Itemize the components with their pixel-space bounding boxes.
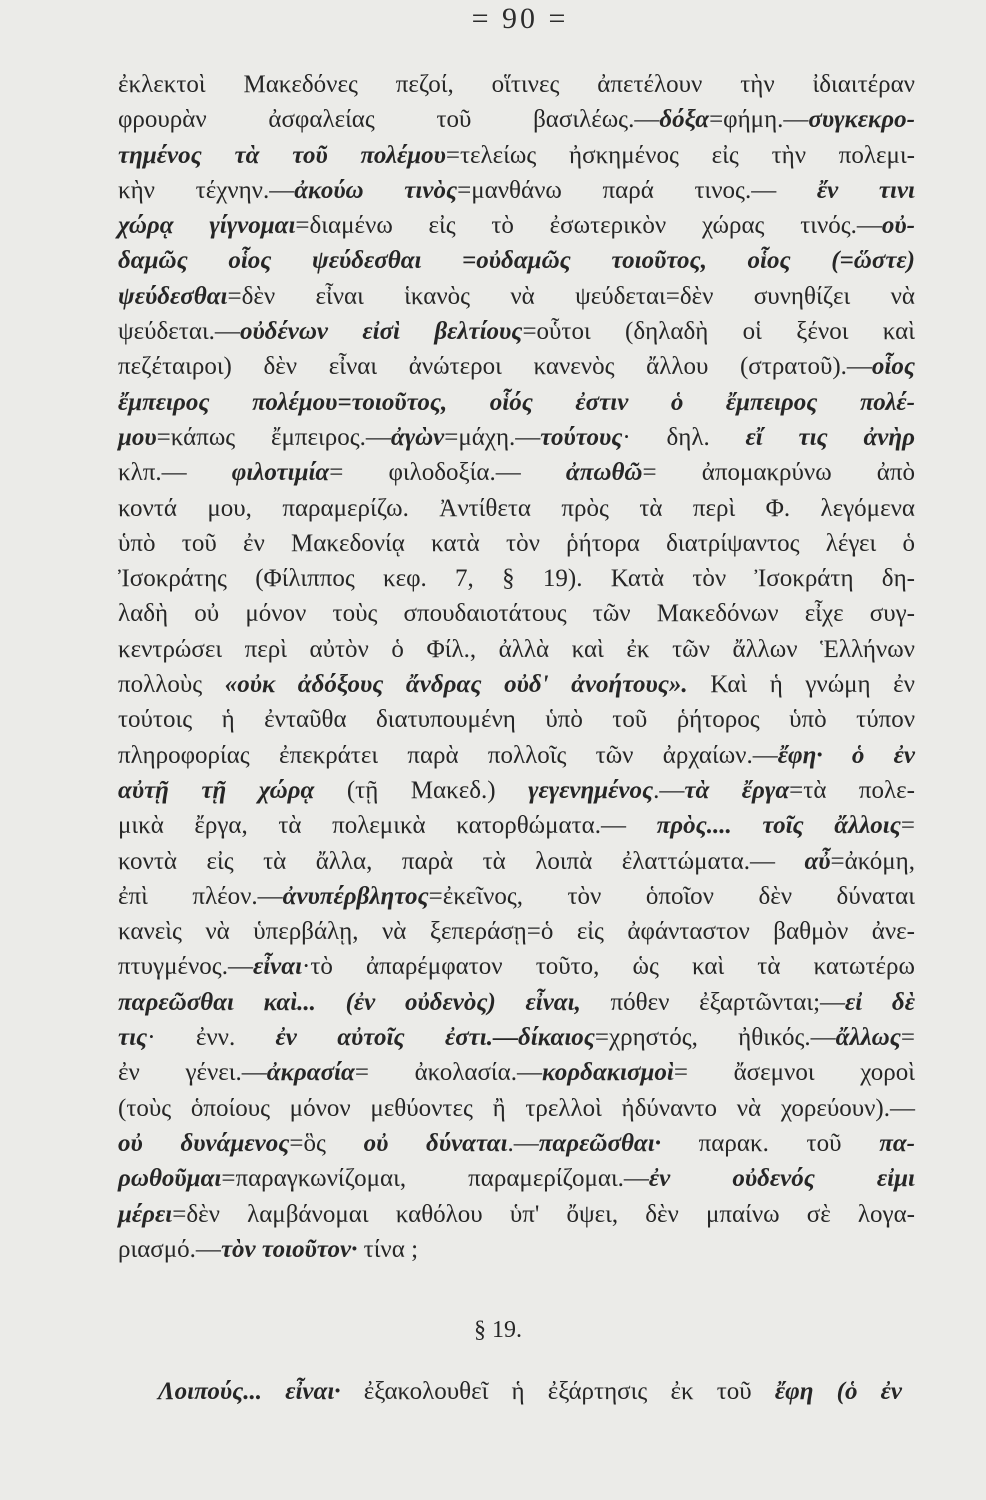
plain-text: · ἐνν. <box>147 1024 276 1052</box>
plain-text: =δὲν λαμβάνομαι καθόλου ὑπ' ὄψει, δὲν μπαίνω σὲ λογα- <box>172 1200 915 1228</box>
plain-text: τίνα ; <box>357 1235 419 1263</box>
emphasized-term: κορδακισμοὶ <box>542 1059 674 1087</box>
plain-text: παρακ. τοῦ <box>660 1129 880 1157</box>
text-line <box>118 138 915 173</box>
plain-text: Καὶ ἡ γνώμη ἐν <box>687 671 915 699</box>
plain-text: κανεὶς νὰ ὑπερβάλῃ, νὰ ξεπεράσῃ=ὁ εἰς ἀφάνταστον βαθμὸν ἀνε- <box>118 918 915 946</box>
emphasized-term: οὐ- <box>881 212 915 240</box>
plain-text: λαδὴ οὐ μόνον τοὺς σπουδαιοτάτους τῶν Μακεδόνων εἶχε συγ- <box>118 600 915 628</box>
emphasized-term: ἔφη· ὁ ἐν <box>777 741 916 769</box>
plain-text: = ἀπομακρύνω ἀπὸ <box>642 459 916 487</box>
text-line <box>118 349 915 384</box>
emphasized-term: οὐδένων εἰσὶ βελτίους <box>239 318 523 346</box>
text-line <box>118 1055 915 1090</box>
emphasized-term: συγκεκρο- <box>808 106 915 134</box>
emphasized-term: δόξα <box>659 106 710 134</box>
plain-text <box>813 1378 836 1405</box>
emphasized-term: πρὸς.... τοῖς ἄλλοις <box>656 812 901 840</box>
text-line <box>118 420 915 455</box>
emphasized-term: τὰ ἔργα <box>684 776 790 804</box>
emphasized-term: ἄλλως <box>835 1024 901 1052</box>
plain-text: πόθεν ἐξαρτῶνται;— <box>580 988 846 1016</box>
plain-text: ἐκλεκτοὶ Μακεδόνες πεζοί, οἵτινες ἀπετέλουν τὴν ἰδιαιτέραν <box>118 71 915 98</box>
emphasized-term: ἔμπειρος πολέμου=τοιοῦτος, οἷός ἐστιν ὁ ἔμπειρος πολέ- <box>118 388 915 416</box>
plain-text: κεντρώσει περὶ αὐτὸν ὁ Φίλ., ἀλλὰ καὶ ἐκ τῶν ἄλλων Ἑλλήνων <box>118 635 915 663</box>
plain-text: =χρηστός, ἠθικός.— <box>594 1024 836 1052</box>
plain-text: =διαμένω εἰς τὸ ἐσωτερικὸν χώρας τινός.— <box>295 212 882 240</box>
plain-text: ριασμό.— <box>118 1235 221 1263</box>
emphasized-term: Λοιπούς... εἶναι· <box>158 1378 341 1405</box>
emphasized-term: ἀνυπέρβλητος <box>282 882 429 910</box>
plain-text: ὑπὸ τοῦ ἐν Μακεδονίᾳ κατὰ τὸν ῥήτορα διατρίψαντος λέγει ὁ <box>118 529 915 557</box>
emphasized-term: ἔν τινι <box>816 176 915 204</box>
plain-text: = ἀκολασία.— <box>354 1059 543 1087</box>
plain-text: =παραγκωνίζομαι, παραμερίζομαι.— <box>221 1165 649 1193</box>
emphasized-term: ρωθοῦμαι <box>118 1165 222 1193</box>
text-line <box>118 385 915 420</box>
text-line <box>118 1197 915 1232</box>
text-line <box>118 949 915 984</box>
plain-text: =μάχη.— <box>444 423 541 451</box>
text-line <box>118 102 915 137</box>
plain-text: =μανθάνω παρά τινος.— <box>457 176 817 204</box>
emphasized-term: ἐν αὐτοῖς ἐστι.—δίκαιος <box>275 1024 595 1052</box>
text-line <box>118 1020 915 1055</box>
section-heading: § 19. <box>474 1317 522 1343</box>
text-line <box>118 632 915 667</box>
text-line <box>118 985 915 1020</box>
emphasized-term: μέρει <box>118 1200 173 1228</box>
emphasized-term: δαμῶς οἷος ψεύδεσθαι =οὐδαμῶς τοιοῦτος, οἷος (=ὥστε) <box>118 247 915 275</box>
plain-text: =κάπως ἔμπειρος.— <box>156 423 391 451</box>
emphasized-term: ἀγὼν <box>390 423 445 451</box>
emphasized-term: οὐ δυνάμενος <box>118 1129 290 1157</box>
text-line <box>158 1374 902 1409</box>
text-line <box>118 314 915 349</box>
emphasized-term: χώρᾳ γίγνομαι <box>118 212 296 240</box>
emphasized-term: μου <box>118 423 157 451</box>
text-line <box>118 773 915 808</box>
emphasized-term: οἷος <box>871 353 915 381</box>
plain-text: =δὲν εἶναι ἱκανὸς νὰ ψεύδεται=δὲν συνηθίζει νὰ <box>227 282 915 310</box>
emphasized-term: ἀκούω τινὸς <box>294 176 458 204</box>
emphasized-term: φιλοτιμία <box>231 459 330 487</box>
text-line <box>118 738 915 773</box>
plain-text: πληροφορίας ἐπεκράτει παρὰ πολλοῖς τῶν ἀρχαίων.— <box>118 741 778 769</box>
plain-text: ·τὸ ἀπαρέμφατον τοῦτο, ὡς καὶ τὰ κατωτέρω <box>302 953 915 981</box>
emphasized-term: τὸν τοιοῦτον· <box>220 1235 358 1263</box>
plain-text: κοντὰ εἰς τὰ ἄλλα, παρὰ τὰ λοιπὰ ἐλαττώματα.— <box>118 847 805 875</box>
text-line <box>118 279 915 314</box>
plain-text: μικὰ ἔργα, τὰ πολεμικὰ κατορθώματα.— <box>118 812 657 840</box>
text-line <box>118 243 915 278</box>
plain-text: κλπ.— <box>118 459 232 487</box>
emphasized-term: εἶναι <box>252 953 303 981</box>
emphasized-term: εἴ τις ἀνὴρ <box>745 423 915 451</box>
emphasized-term: ἔφη <box>774 1378 814 1405</box>
text-line <box>118 879 915 914</box>
plain-text: =ἀκόμη, <box>830 847 915 875</box>
emphasized-term: παρεῶσθαι· <box>538 1129 661 1157</box>
emphasized-term: ἀκρασία <box>266 1059 355 1087</box>
emphasized-term: τούτους <box>540 423 623 451</box>
emphasized-term: «οὐκ ἀδόξους ἄνδρας οὐδ' ἀνοήτους». <box>224 671 688 699</box>
emphasized-term: τημένος τὰ τοῦ πολέμου <box>118 141 446 169</box>
plain-text: Ἰσοκράτης (Φίλιππος κεφ. 7, § 19). Κατὰ τὸν Ἰσοκράτη δη- <box>118 565 915 593</box>
emphasized-term: πα- <box>879 1129 915 1157</box>
emphasized-term: (ὁ ἐν <box>836 1378 902 1405</box>
text-line <box>118 1232 915 1267</box>
text-line <box>118 1126 915 1161</box>
emphasized-term: ψεύδεσθαι <box>118 282 228 310</box>
text-line <box>118 173 915 208</box>
page-number-header: = 90 = <box>471 2 569 35</box>
plain-text: ψεύδεται.— <box>118 318 240 346</box>
plain-text: κὴν τέχνην.— <box>118 176 295 204</box>
plain-text: =ἐκεῖνος, τὸν ὁποῖον δὲν δύναται <box>428 882 915 910</box>
plain-text: φρουρὰν ἀσφαλείας τοῦ βασιλέως.— <box>118 106 660 134</box>
plain-text: =τελείως ἠσκημένος εἰς τὴν πολεμι- <box>445 141 915 169</box>
text-line <box>118 455 915 490</box>
text-line <box>118 914 915 949</box>
text-line <box>118 1161 915 1196</box>
plain-text: =οὗτοι (δηλαδὴ οἱ ξένοι καὶ <box>522 318 915 346</box>
text-line <box>118 526 915 561</box>
plain-text: ἐπὶ πλέον.— <box>118 882 283 910</box>
plain-text: πτυγμένος.— <box>118 953 253 981</box>
text-line <box>118 1091 915 1126</box>
text-line <box>118 702 915 737</box>
plain-text: =ὃς <box>289 1129 364 1157</box>
plain-text: τούτοις ἡ ἐνταῦθα διατυπουμένη ὑπὸ τοῦ ῥήτορος ὑπὸ τύπον <box>118 706 915 734</box>
text-line <box>118 561 915 596</box>
plain-text: .— <box>507 1129 539 1157</box>
emphasized-term: ἀπωθῶ <box>565 459 643 487</box>
text-line <box>118 667 915 702</box>
plain-text: =φήμη.— <box>709 106 809 134</box>
plain-text: = φιλοδοξία.— <box>329 459 566 487</box>
section-body <box>158 1374 902 1409</box>
plain-text: πεζέταιροι) δὲν εἶναι ἀνώτεροι κανενὸς ἄλλου (στρατοῦ).— <box>118 353 872 381</box>
text-line <box>118 808 915 843</box>
emphasized-term: αὖ <box>804 847 831 875</box>
plain-text: = <box>900 1024 915 1052</box>
emphasized-term: τις <box>118 1024 148 1052</box>
plain-text: = ἄσεμνοι χοροὶ <box>673 1059 915 1087</box>
plain-text: ἐν γένει.— <box>118 1059 267 1087</box>
text-line <box>118 491 915 526</box>
emphasized-term: γεγενημένος <box>528 776 654 804</box>
plain-text: πολλοὺς <box>118 671 225 699</box>
plain-text: .— <box>653 776 685 804</box>
text-line <box>118 208 915 243</box>
plain-text: · δηλ. <box>622 423 746 451</box>
emphasized-term: οὐ δύναται <box>363 1129 508 1157</box>
emphasized-term: αὐτῇ τῇ χώρᾳ <box>118 776 315 804</box>
text-line <box>118 844 915 879</box>
text-line <box>118 596 915 631</box>
plain-text: =τὰ πολε- <box>789 776 915 804</box>
emphasized-term: ἐν οὐδενός εἰμι <box>648 1165 915 1193</box>
plain-text: (τοὺς ὁποίους μόνον μεθύοντες ἢ τρελλοὶ ἠδύναντο νὰ χορεύουν).— <box>118 1094 915 1122</box>
plain-text: κοντά μου, παραμερίζω. Ἀντίθετα πρὸς τὰ περὶ Φ. λεγόμενα <box>118 494 915 522</box>
text-line <box>118 67 915 102</box>
plain-text: (τῇ Μακεδ.) <box>314 776 529 804</box>
plain-text: ἐξακολουθεῖ ἡ ἐξάρτησις ἐκ τοῦ <box>340 1378 775 1405</box>
emphasized-term: εἰ δὲ <box>845 988 915 1016</box>
commentary-body <box>118 67 915 1267</box>
plain-text: = <box>900 812 915 840</box>
emphasized-term: παρεῶσθαι καὶ... (ἐν οὐδενὸς) εἶναι, <box>118 988 581 1016</box>
